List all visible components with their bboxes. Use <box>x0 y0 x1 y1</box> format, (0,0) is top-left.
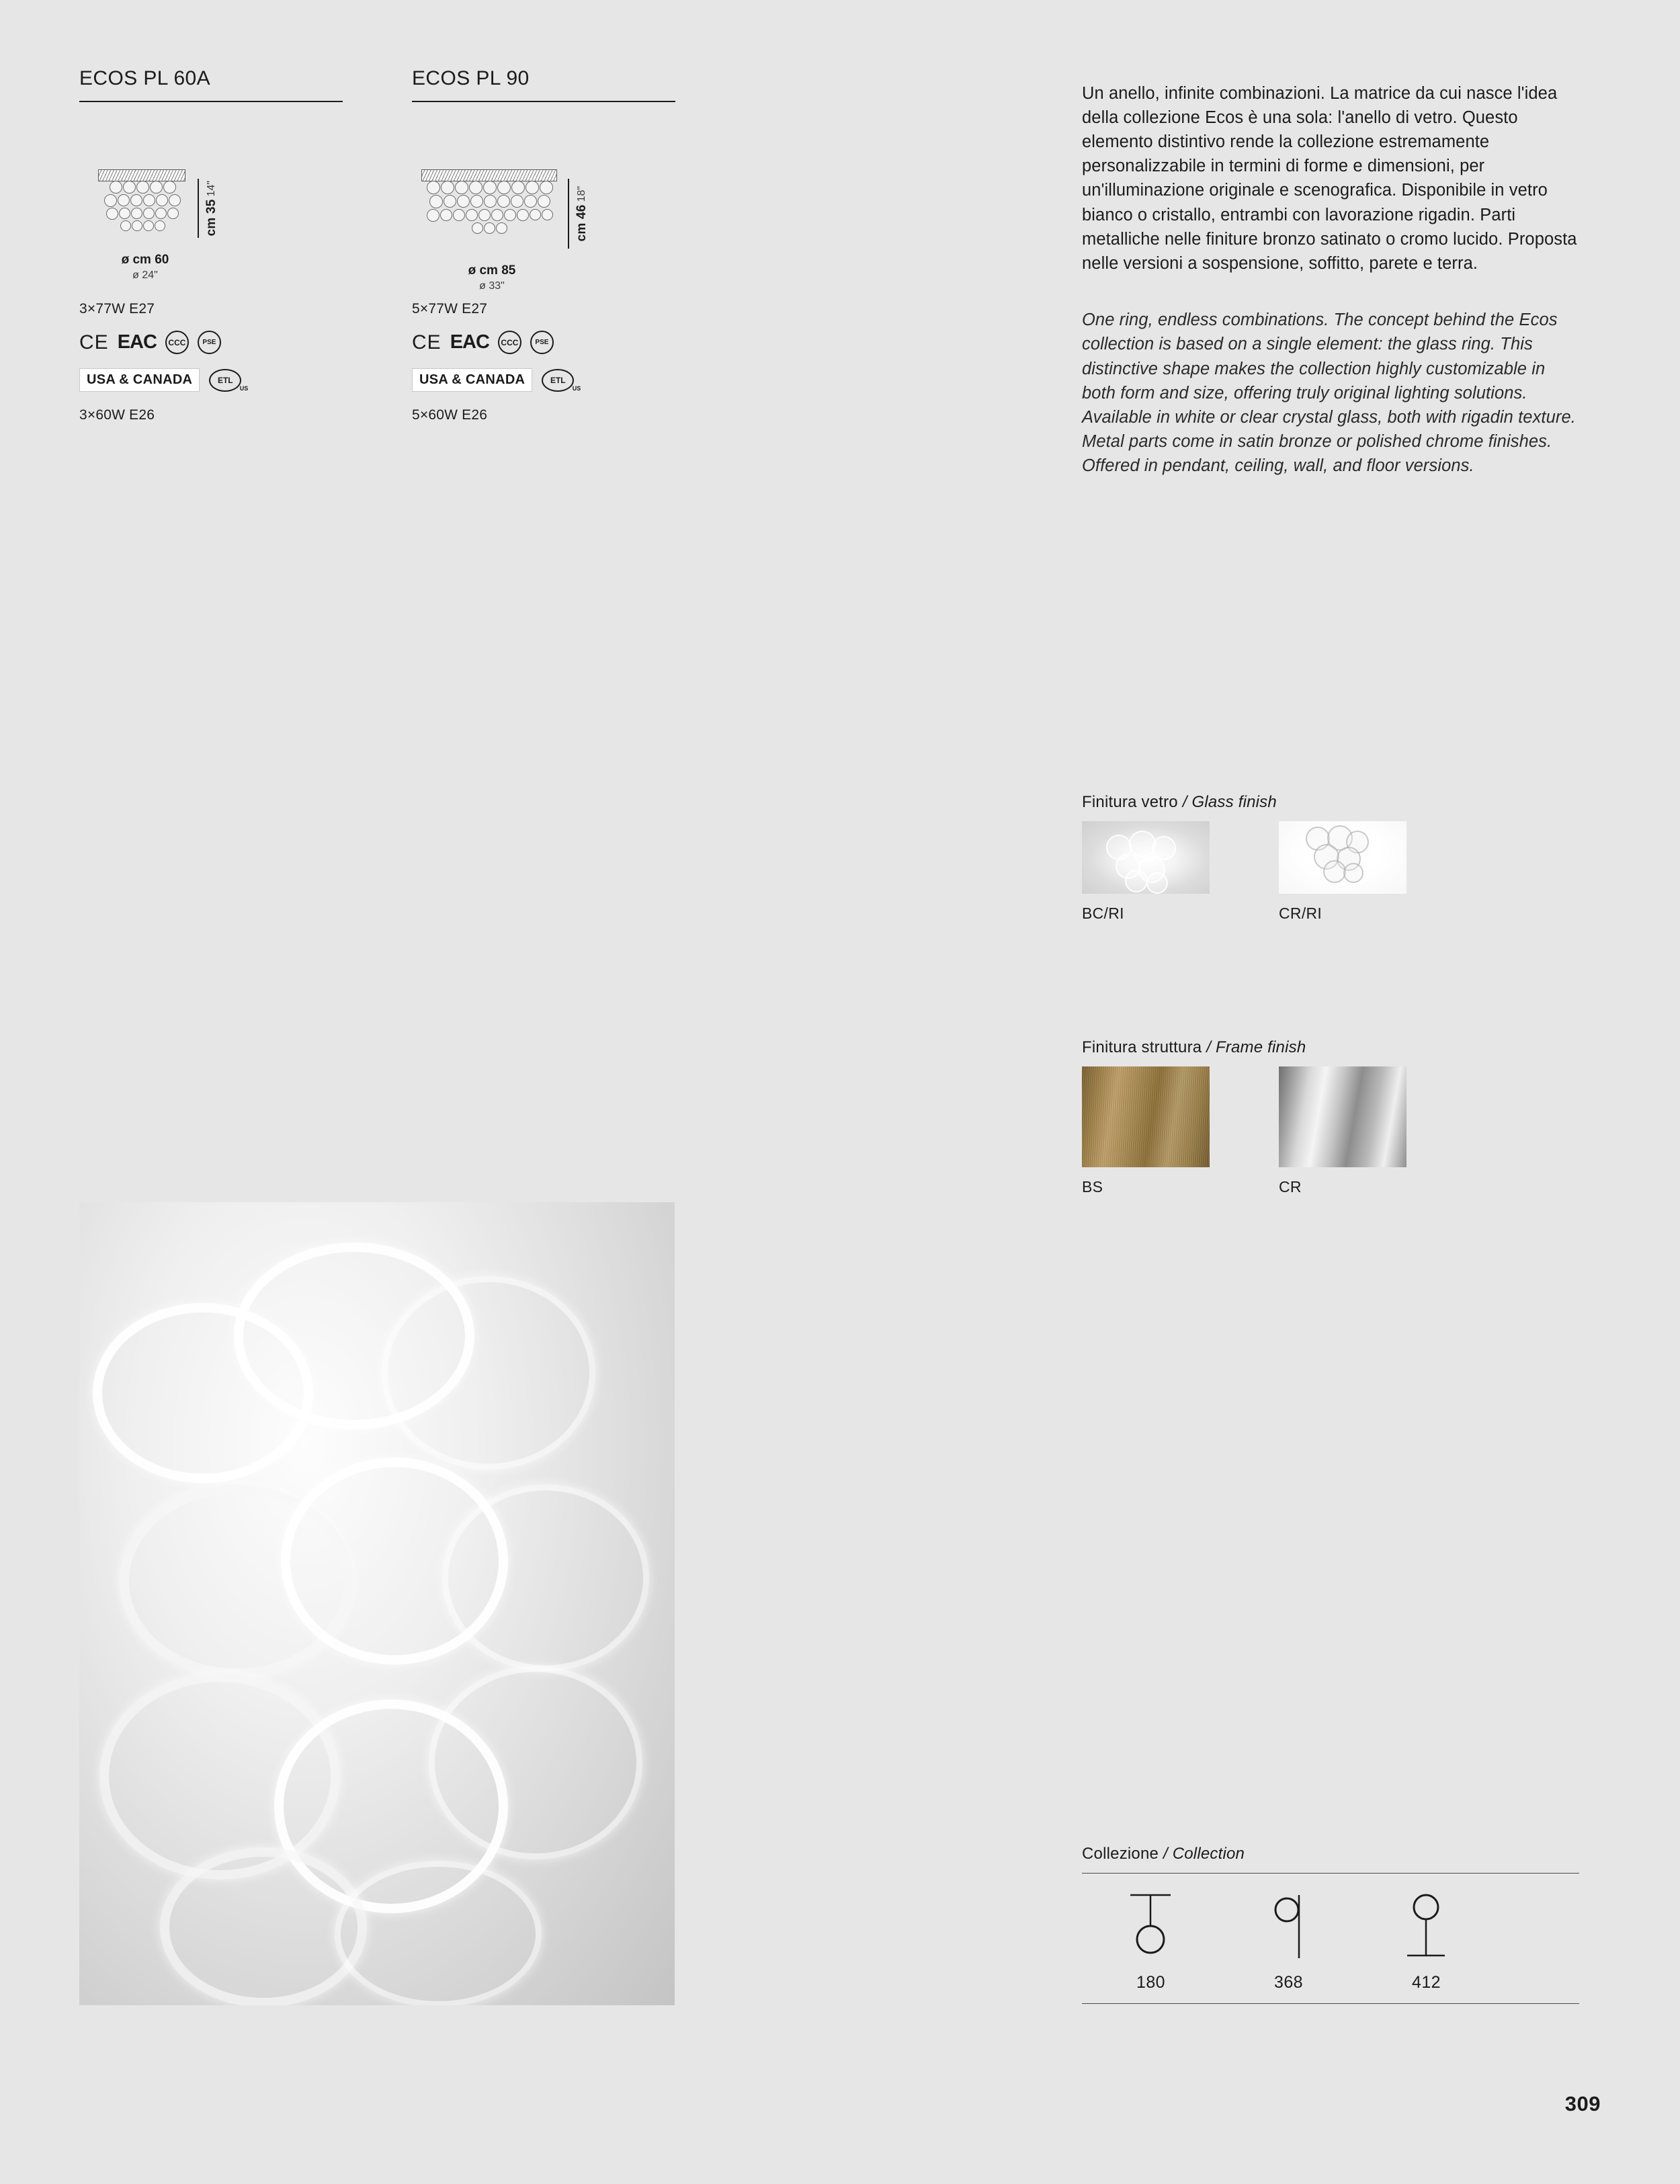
glass-finish-label-en: Glass finish <box>1191 793 1277 811</box>
product-dimension-diagram <box>412 169 675 297</box>
lamp-ring-illustration <box>424 180 555 234</box>
etl-label: ETL <box>217 375 233 385</box>
collection-section <box>1082 1845 1579 2004</box>
etl-label: ETL <box>550 375 566 385</box>
collection-item-368[interactable] <box>1220 1891 1357 1992</box>
lamp-spec-us: 3×60W E26 <box>79 407 155 423</box>
region-certification-usa-canada <box>412 368 581 392</box>
ccc-mark-icon: CCC <box>498 331 521 354</box>
lamp-spec-us: 5×60W E26 <box>412 407 488 423</box>
product-title: ECOS PL 90 <box>412 67 675 102</box>
height-cm: cm 35 <box>204 199 218 237</box>
etl-mark-icon <box>542 369 581 392</box>
height-dimension <box>198 179 219 238</box>
product-block-ecos-pl-60a <box>79 67 348 423</box>
region-tag-label: USA & CANADA <box>79 368 200 392</box>
etl-sub-label: US <box>239 384 249 392</box>
collection-label-en: Collection <box>1172 1845 1245 1863</box>
eac-mark-icon: EAC <box>450 331 489 353</box>
glass-finish-label-it: Finitura vetro <box>1082 793 1178 811</box>
height-inch: 18" <box>575 185 587 202</box>
certification-marks <box>79 331 221 354</box>
frame-swatch-cr-code: CR <box>1279 1178 1302 1195</box>
glass-swatch-cr-ri-image <box>1279 821 1406 894</box>
diameter-inch: ø 33" <box>479 280 505 292</box>
pse-mark-icon: PSE <box>198 331 221 354</box>
lamp-spec-eu: 5×77W E27 <box>412 301 488 317</box>
glass-finish-separator: / <box>1182 793 1187 811</box>
etl-mark-icon <box>209 369 249 392</box>
pse-mark-icon: PSE <box>530 331 554 354</box>
region-tag-label: USA & CANADA <box>412 368 532 392</box>
frame-finish-label-it: Finitura struttura <box>1082 1038 1202 1056</box>
frame-swatch-cr-image <box>1279 1066 1406 1167</box>
diameter-inch: ø 24" <box>132 269 158 281</box>
lamp-spec-eu: 3×77W E27 <box>79 301 155 317</box>
ccc-mark-icon: CCC <box>165 331 189 354</box>
collection-label-it: Collezione <box>1082 1845 1159 1863</box>
lamp-ring-illustration <box>103 180 181 231</box>
collection-separator: / <box>1163 1845 1168 1863</box>
glass-finish-heading <box>1082 793 1277 812</box>
frame-finish-separator: / <box>1206 1038 1212 1056</box>
height-cm: cm 46 <box>574 204 589 242</box>
decorative-ring <box>335 1861 542 2005</box>
collection-number: 412 <box>1412 1973 1441 1992</box>
collection-item-412[interactable] <box>1357 1891 1495 1992</box>
pendant-lamp-icon <box>1082 1891 1220 1966</box>
product-title: ECOS PL 60A <box>79 67 343 102</box>
region-certification-usa-canada <box>79 368 249 392</box>
decorative-ring <box>382 1276 595 1470</box>
floor-lamp-icon <box>1357 1891 1495 1966</box>
description-english: One ring, endless combinations. The concept behind the Ecos collection is based on a single element: the glass ring. This distinctive shape makes the collection highly customizable in both form and size, offering truly original lighting solutions. Available in white or clear crystal glass, both with rigadin texture. Metal parts come in satin bronze or polished chrome finishes. Offered in pendant, ceiling, wall, and floor versions. <box>1082 310 1576 476</box>
diameter-cm: ø cm 85 <box>468 263 516 278</box>
glass-swatch-bc-ri-code: BC/RI <box>1082 905 1124 922</box>
glass-swatch-cr-ri[interactable] <box>1279 821 1406 923</box>
glass-swatch-cr-ri-code: CR/RI <box>1279 905 1322 922</box>
diameter-cm: ø cm 60 <box>121 253 169 267</box>
collection-number: 368 <box>1274 1973 1303 1992</box>
height-dimension <box>568 179 589 249</box>
diameter-dimension <box>98 253 192 282</box>
product-dimension-diagram <box>79 169 343 297</box>
description-column <box>1082 64 1579 495</box>
etl-sub-label: US <box>572 384 581 392</box>
certification-marks <box>412 331 554 354</box>
frame-swatch-bs-image <box>1082 1066 1210 1167</box>
glass-swatch-bc-ri[interactable] <box>1082 821 1210 923</box>
page-number: 309 <box>1564 2092 1601 2115</box>
collection-bottom-rule <box>1082 2003 1579 2004</box>
frame-finish-heading <box>1082 1038 1306 1057</box>
decorative-ring <box>429 1666 642 1859</box>
frame-finish-label-en: Frame finish <box>1215 1038 1306 1056</box>
collection-item-180[interactable] <box>1082 1891 1220 1992</box>
decorative-ring <box>442 1484 649 1671</box>
ce-mark-icon: CE <box>412 331 442 353</box>
eac-mark-icon: EAC <box>117 331 157 353</box>
diameter-dimension <box>421 263 562 292</box>
collection-number: 180 <box>1136 1973 1165 1992</box>
height-inch: 14" <box>205 180 217 197</box>
glass-swatch-bc-ri-image <box>1082 821 1210 894</box>
frame-swatch-cr[interactable] <box>1279 1066 1406 1196</box>
frame-swatch-bs[interactable] <box>1082 1066 1210 1196</box>
collection-heading <box>1082 1845 1579 1874</box>
frame-swatch-bs-code: BS <box>1082 1178 1103 1195</box>
wall-lamp-icon <box>1220 1891 1357 1966</box>
collection-items <box>1082 1874 1579 1992</box>
ce-mark-icon: CE <box>79 331 109 353</box>
description-italian: Un anello, infinite combinazioni. La matrice da cui nasce l'idea della collezione Ecos è una sola: l'anello di vetro. Questo elemento distintivo rende la collezione estremamente personalizzabile in termini di forme e dimensioni, per un'illuminazione originale e scenografica. Disponibile in vetro bianco o cristallo, entrambi con lavorazione rigadin. Parti metalliche nelle finiture bronzo satinato o cromo lucido. Proposta nelle versioni a sospensione, soffitto, parete e terra. <box>1082 83 1577 273</box>
product-block-ecos-pl-90 <box>412 67 681 423</box>
product-photo <box>79 1202 675 2005</box>
